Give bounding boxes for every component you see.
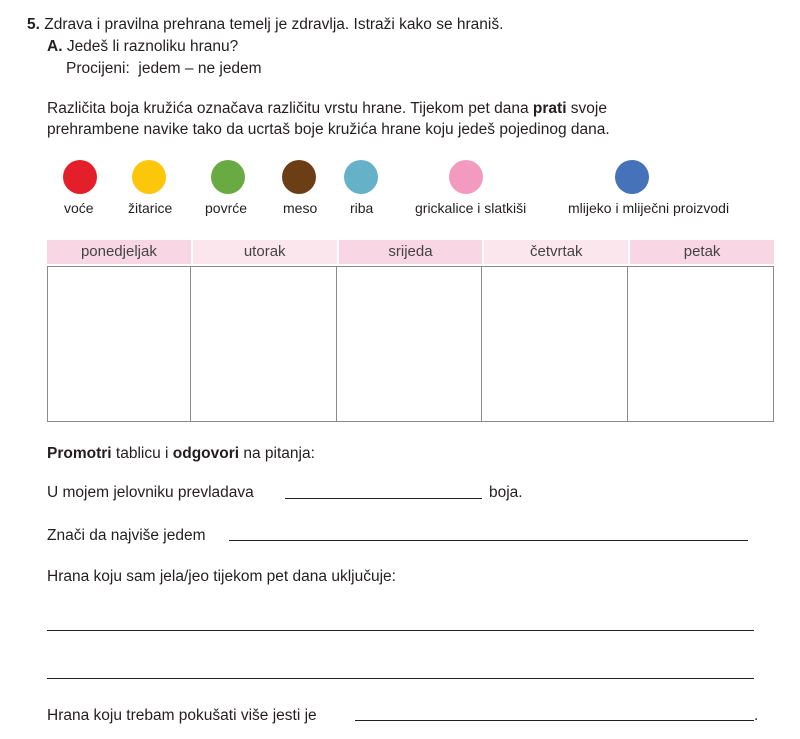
weekly-food-table — [47, 240, 774, 422]
instructions-line-1 — [47, 100, 607, 118]
day-header: četvrtak — [484, 240, 628, 264]
day-cell-tuesday[interactable] — [191, 266, 337, 422]
day-cell-friday[interactable] — [628, 266, 774, 422]
part-question: Jedeš li raznoliku hranu? — [66, 38, 239, 55]
legend-label-fruit: voće — [64, 200, 94, 216]
question-1-text: U mojem jelovniku prevladava — [47, 484, 254, 501]
task-heading — [27, 16, 503, 34]
day-column-tuesday — [193, 240, 337, 422]
answer-line-2[interactable] — [229, 540, 748, 541]
part-letter: A. — [47, 38, 63, 55]
day-cell-thursday[interactable] — [482, 266, 628, 422]
legend-label-grains: žitarice — [128, 200, 173, 216]
legend-dot-fish — [344, 160, 378, 194]
question-4-end: . — [754, 707, 759, 724]
legend-dot-meat — [282, 160, 316, 194]
question-4-text: Hrana koju trebam pokušati više jesti je — [47, 707, 317, 724]
prompt-emphasis-2: odgovori — [172, 445, 240, 462]
day-column-monday — [47, 240, 191, 422]
legend-dot-snacks — [449, 160, 483, 194]
prompt-text: tablicu i — [111, 445, 173, 462]
day-header: petak — [630, 240, 774, 264]
day-column-thursday — [484, 240, 628, 422]
assess-label: Procijeni: — [66, 60, 130, 77]
instructions-text-end: svoje — [566, 100, 607, 117]
question-1-end: boja. — [489, 484, 523, 501]
legend-label-fish: riba — [350, 200, 374, 216]
instructions-text: Različita boja kružića označava različitu vrstu hrane. Tijekom pet dana — [47, 100, 533, 117]
question-3-text: Hrana koju sam jela/jeo tijekom pet dana uključuje: — [47, 568, 396, 585]
assess-options: jedem – ne jedem — [138, 60, 262, 77]
prompt-emphasis-1: Promotri — [47, 445, 112, 462]
answer-line-4[interactable] — [355, 720, 754, 721]
day-header: utorak — [193, 240, 337, 264]
legend-dot-dairy — [615, 160, 649, 194]
instructions-line-2: prehrambene navike tako da ucrtaš boje kružića hrane koju jedeš pojedinog dana. — [47, 121, 610, 138]
prompt-text-end: na pitanja: — [239, 445, 315, 462]
day-column-wednesday — [339, 240, 483, 422]
task-intro: Zdrava i pravilna prehrana temelj je zdravlja. Istraži kako se hraniš. — [44, 16, 504, 33]
legend-label-vegetables: povrće — [205, 200, 248, 216]
part-a — [47, 38, 238, 56]
legend-label-dairy: mlijeko i mliječni proizvodi — [568, 200, 730, 216]
legend-dot-vegetables — [211, 160, 245, 194]
day-header: srijeda — [339, 240, 483, 264]
legend-dot-fruit — [63, 160, 97, 194]
answer-line-3b[interactable] — [47, 678, 754, 679]
answer-line-1[interactable] — [285, 498, 482, 499]
answer-line-3a[interactable] — [47, 630, 754, 631]
task-number: 5. — [27, 16, 40, 33]
legend-dot-grains — [132, 160, 166, 194]
assess-line — [66, 60, 262, 78]
question-2-text: Znači da najviše jedem — [47, 527, 206, 544]
questions-prompt — [47, 445, 315, 463]
legend-label-meat: meso — [283, 200, 318, 216]
day-cell-monday[interactable] — [47, 266, 191, 422]
legend-label-snacks: grickalice i slatkiši — [415, 200, 527, 216]
day-header: ponedjeljak — [47, 240, 191, 264]
day-cell-wednesday[interactable] — [337, 266, 483, 422]
instructions-emphasis: prati — [532, 100, 567, 117]
day-column-friday — [630, 240, 774, 422]
